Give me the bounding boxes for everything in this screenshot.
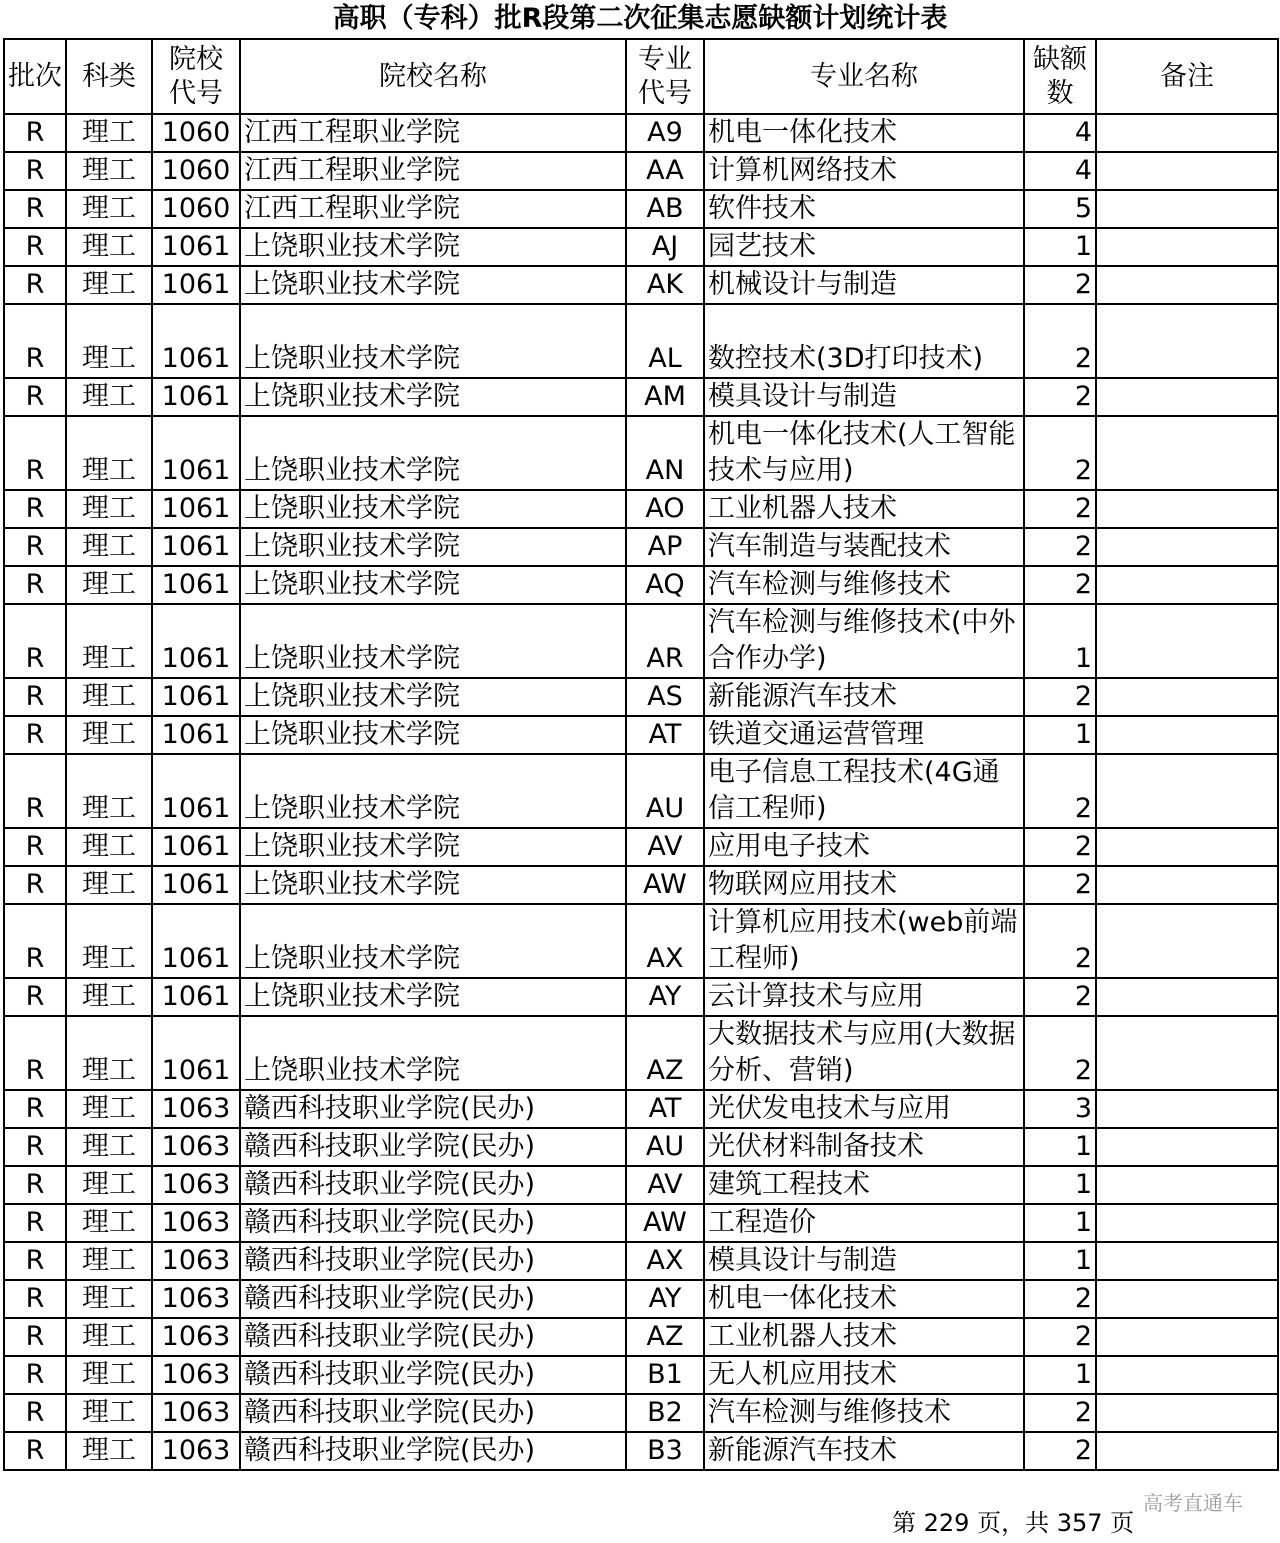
cell-school-name: 上饶职业技术学院 [240,904,626,978]
cell-major-name: 新能源汽车技术 [704,678,1024,716]
cell-school-name: 上饶职业技术学院 [240,378,626,416]
cell-category: 理工 [66,416,152,490]
cell-school-name: 上饶职业技术学院 [240,490,626,528]
cell-batch: R [4,114,66,152]
cell-remarks [1096,716,1278,754]
cell-batch: R [4,378,66,416]
header-major-name: 专业名称 [704,39,1024,114]
cell-category: 理工 [66,304,152,378]
cell-school-name: 上饶职业技术学院 [240,604,626,678]
cell-major-name: 物联网应用技术 [704,866,1024,904]
cell-shortfall: 1 [1024,228,1096,266]
cell-major-code: AO [626,490,704,528]
table-row [4,1204,1278,1242]
cell-remarks [1096,304,1278,378]
cell-major-name: 计算机网络技术 [704,152,1024,190]
cell-remarks [1096,1016,1278,1090]
cell-major-code: AR [626,604,704,678]
cell-remarks [1096,678,1278,716]
cell-shortfall: 1 [1024,604,1096,678]
cell-major-code: AX [626,1242,704,1280]
cell-category: 理工 [66,754,152,828]
table-row [4,190,1278,228]
table-row [4,678,1278,716]
cell-school-code: 1061 [152,678,240,716]
cell-category: 理工 [66,1432,152,1470]
cell-category: 理工 [66,1128,152,1166]
cell-major-code: AP [626,528,704,566]
cell-major-name: 工业机器人技术 [704,1318,1024,1356]
cell-shortfall: 2 [1024,1432,1096,1470]
table-row [4,304,1278,378]
header-remarks: 备注 [1096,39,1278,114]
table-header-row [4,39,1278,114]
cell-major-name: 园艺技术 [704,228,1024,266]
cell-major-code: AZ [626,1016,704,1090]
cell-remarks [1096,152,1278,190]
cell-remarks [1096,1242,1278,1280]
cell-major-name: 汽车检测与维修技术 [704,566,1024,604]
cell-major-code: AL [626,304,704,378]
table-body [4,114,1278,1470]
cell-major-code: AW [626,1204,704,1242]
table-row [4,528,1278,566]
cell-school-code: 1063 [152,1166,240,1204]
cell-batch: R [4,1356,66,1394]
cell-remarks [1096,1356,1278,1394]
cell-shortfall: 1 [1024,716,1096,754]
cell-school-name: 上饶职业技术学院 [240,416,626,490]
cell-remarks [1096,1166,1278,1204]
cell-category: 理工 [66,1242,152,1280]
cell-batch: R [4,904,66,978]
quota-table [3,38,1279,1471]
cell-major-name: 建筑工程技术 [704,1166,1024,1204]
cell-school-code: 1060 [152,114,240,152]
cell-category: 理工 [66,978,152,1016]
table-row [4,1166,1278,1204]
cell-category: 理工 [66,190,152,228]
cell-school-name: 上饶职业技术学院 [240,754,626,828]
cell-school-code: 1061 [152,754,240,828]
cell-remarks [1096,416,1278,490]
cell-batch: R [4,1090,66,1128]
table-row [4,1016,1278,1090]
cell-remarks [1096,266,1278,304]
cell-major-name: 光伏材料制备技术 [704,1128,1024,1166]
cell-category: 理工 [66,528,152,566]
cell-shortfall: 4 [1024,114,1096,152]
cell-school-code: 1063 [152,1318,240,1356]
cell-batch: R [4,828,66,866]
cell-school-code: 1063 [152,1090,240,1128]
cell-school-name: 江西工程职业学院 [240,152,626,190]
cell-batch: R [4,678,66,716]
cell-school-name: 赣西科技职业学院(民办) [240,1394,626,1432]
table-row [4,1318,1278,1356]
cell-major-code: AV [626,828,704,866]
cell-category: 理工 [66,678,152,716]
cell-remarks [1096,904,1278,978]
cell-school-name: 上饶职业技术学院 [240,566,626,604]
cell-batch: R [4,866,66,904]
cell-remarks [1096,754,1278,828]
cell-shortfall: 2 [1024,1318,1096,1356]
cell-batch: R [4,754,66,828]
table-row [4,566,1278,604]
table-row [4,114,1278,152]
cell-batch: R [4,528,66,566]
cell-major-name: 汽车检测与维修技术(中外合作办学) [704,604,1024,678]
cell-major-code: AZ [626,1318,704,1356]
cell-remarks [1096,866,1278,904]
cell-shortfall: 2 [1024,904,1096,978]
cell-batch: R [4,1128,66,1166]
cell-shortfall: 2 [1024,490,1096,528]
cell-remarks [1096,190,1278,228]
cell-major-name: 模具设计与制造 [704,378,1024,416]
cell-school-code: 1063 [152,1394,240,1432]
cell-major-code: AN [626,416,704,490]
header-batch: 批次 [4,39,66,114]
cell-shortfall: 2 [1024,1016,1096,1090]
cell-school-name: 上饶职业技术学院 [240,528,626,566]
cell-category: 理工 [66,1204,152,1242]
cell-category: 理工 [66,716,152,754]
cell-major-name: 机电一体化技术(人工智能技术与应用) [704,416,1024,490]
cell-school-code: 1061 [152,566,240,604]
cell-major-name: 计算机应用技术(web前端工程师) [704,904,1024,978]
cell-major-code: B3 [626,1432,704,1470]
cell-school-code: 1063 [152,1432,240,1470]
cell-batch: R [4,1280,66,1318]
cell-remarks [1096,1204,1278,1242]
cell-category: 理工 [66,490,152,528]
cell-major-code: AT [626,1090,704,1128]
cell-shortfall: 2 [1024,266,1096,304]
cell-remarks [1096,1128,1278,1166]
cell-shortfall: 5 [1024,190,1096,228]
cell-school-name: 赣西科技职业学院(民办) [240,1432,626,1470]
cell-school-name: 赣西科技职业学院(民办) [240,1166,626,1204]
cell-shortfall: 1 [1024,1166,1096,1204]
cell-school-name: 赣西科技职业学院(民办) [240,1090,626,1128]
cell-remarks [1096,978,1278,1016]
table-row [4,828,1278,866]
cell-school-name: 赣西科技职业学院(民办) [240,1242,626,1280]
cell-school-name: 上饶职业技术学院 [240,716,626,754]
table-row [4,266,1278,304]
header-school-name: 院校名称 [240,39,626,114]
cell-batch: R [4,490,66,528]
cell-major-name: 电子信息工程技术(4G通信工程师) [704,754,1024,828]
cell-school-name: 上饶职业技术学院 [240,866,626,904]
cell-major-name: 无人机应用技术 [704,1356,1024,1394]
header-category: 科类 [66,39,152,114]
table-row [4,416,1278,490]
cell-school-name: 江西工程职业学院 [240,114,626,152]
cell-major-code: B1 [626,1356,704,1394]
cell-category: 理工 [66,114,152,152]
cell-major-code: AW [626,866,704,904]
cell-major-code: AX [626,904,704,978]
cell-batch: R [4,416,66,490]
cell-batch: R [4,1394,66,1432]
cell-batch: R [4,228,66,266]
table-row [4,1432,1278,1470]
cell-shortfall: 2 [1024,828,1096,866]
cell-school-code: 1061 [152,528,240,566]
table-row [4,978,1278,1016]
table-row [4,1128,1278,1166]
cell-school-code: 1061 [152,604,240,678]
cell-category: 理工 [66,378,152,416]
cell-major-code: A9 [626,114,704,152]
cell-batch: R [4,304,66,378]
cell-major-name: 铁道交通运营管理 [704,716,1024,754]
cell-major-name: 汽车制造与装配技术 [704,528,1024,566]
cell-major-name: 机电一体化技术 [704,1280,1024,1318]
cell-category: 理工 [66,152,152,190]
cell-batch: R [4,1242,66,1280]
cell-school-code: 1061 [152,304,240,378]
cell-major-code: AK [626,266,704,304]
cell-major-name: 新能源汽车技术 [704,1432,1024,1470]
cell-category: 理工 [66,1394,152,1432]
cell-category: 理工 [66,1356,152,1394]
cell-school-name: 赣西科技职业学院(民办) [240,1128,626,1166]
cell-category: 理工 [66,228,152,266]
table-row [4,604,1278,678]
cell-shortfall: 2 [1024,754,1096,828]
cell-major-code: AQ [626,566,704,604]
cell-major-code: AV [626,1166,704,1204]
cell-major-code: B2 [626,1394,704,1432]
cell-remarks [1096,378,1278,416]
cell-batch: R [4,978,66,1016]
cell-category: 理工 [66,1166,152,1204]
cell-remarks [1096,1280,1278,1318]
cell-shortfall: 2 [1024,416,1096,490]
cell-remarks [1096,1090,1278,1128]
cell-category: 理工 [66,1318,152,1356]
table-row [4,716,1278,754]
cell-remarks [1096,528,1278,566]
cell-shortfall: 1 [1024,1204,1096,1242]
cell-major-code: AA [626,152,704,190]
cell-category: 理工 [66,828,152,866]
cell-major-name: 机械设计与制造 [704,266,1024,304]
cell-category: 理工 [66,604,152,678]
cell-remarks [1096,566,1278,604]
cell-batch: R [4,190,66,228]
cell-batch: R [4,1432,66,1470]
cell-major-code: AY [626,1280,704,1318]
cell-school-name: 赣西科技职业学院(民办) [240,1204,626,1242]
cell-shortfall: 4 [1024,152,1096,190]
cell-major-code: AB [626,190,704,228]
header-shortfall: 缺额数 [1024,39,1096,114]
cell-major-name: 工程造价 [704,1204,1024,1242]
cell-school-code: 1060 [152,190,240,228]
cell-batch: R [4,1318,66,1356]
cell-category: 理工 [66,904,152,978]
cell-shortfall: 2 [1024,304,1096,378]
cell-school-name: 江西工程职业学院 [240,190,626,228]
cell-school-code: 1061 [152,828,240,866]
table-row [4,754,1278,828]
cell-remarks [1096,490,1278,528]
cell-school-code: 1061 [152,266,240,304]
table-row [4,152,1278,190]
table-row [4,490,1278,528]
cell-category: 理工 [66,866,152,904]
cell-school-code: 1061 [152,378,240,416]
cell-shortfall: 3 [1024,1090,1096,1128]
header-major-code: 专业代号 [626,39,704,114]
cell-major-name: 光伏发电技术与应用 [704,1090,1024,1128]
cell-major-name: 工业机器人技术 [704,490,1024,528]
cell-school-code: 1061 [152,978,240,1016]
cell-shortfall: 2 [1024,378,1096,416]
cell-category: 理工 [66,566,152,604]
cell-batch: R [4,152,66,190]
cell-remarks [1096,604,1278,678]
cell-school-code: 1061 [152,866,240,904]
cell-major-code: AU [626,1128,704,1166]
cell-category: 理工 [66,1090,152,1128]
cell-remarks [1096,1432,1278,1470]
cell-remarks [1096,1394,1278,1432]
cell-major-name: 软件技术 [704,190,1024,228]
cell-school-name: 上饶职业技术学院 [240,304,626,378]
cell-major-name: 模具设计与制造 [704,1242,1024,1280]
cell-batch: R [4,1204,66,1242]
cell-batch: R [4,566,66,604]
cell-category: 理工 [66,266,152,304]
cell-category: 理工 [66,1016,152,1090]
cell-shortfall: 2 [1024,1280,1096,1318]
cell-school-code: 1061 [152,228,240,266]
cell-school-code: 1063 [152,1356,240,1394]
header-school-code: 院校代号 [152,39,240,114]
cell-school-name: 赣西科技职业学院(民办) [240,1280,626,1318]
cell-shortfall: 2 [1024,566,1096,604]
page-footer: 第 229 页，共 357 页 [892,1509,1135,1537]
cell-school-code: 1060 [152,152,240,190]
cell-batch: R [4,604,66,678]
cell-school-code: 1061 [152,490,240,528]
cell-major-code: AY [626,978,704,1016]
cell-shortfall: 1 [1024,1356,1096,1394]
cell-shortfall: 2 [1024,978,1096,1016]
cell-batch: R [4,716,66,754]
cell-school-name: 上饶职业技术学院 [240,266,626,304]
cell-school-name: 上饶职业技术学院 [240,828,626,866]
cell-shortfall: 2 [1024,678,1096,716]
cell-batch: R [4,1016,66,1090]
cell-shortfall: 1 [1024,1242,1096,1280]
table-row [4,1242,1278,1280]
cell-school-code: 1063 [152,1204,240,1242]
cell-school-code: 1061 [152,416,240,490]
cell-major-name: 云计算技术与应用 [704,978,1024,1016]
cell-batch: R [4,266,66,304]
cell-shortfall: 2 [1024,528,1096,566]
cell-school-code: 1063 [152,1280,240,1318]
cell-shortfall: 2 [1024,866,1096,904]
cell-major-code: AT [626,716,704,754]
cell-school-code: 1061 [152,1016,240,1090]
cell-major-code: AS [626,678,704,716]
cell-school-code: 1063 [152,1128,240,1166]
page-title: 高职（专科）批R段第二次征集志愿缺额计划统计表 [332,3,948,34]
cell-major-name: 汽车检测与维修技术 [704,1394,1024,1432]
cell-shortfall: 1 [1024,1128,1096,1166]
cell-school-name: 上饶职业技术学院 [240,1016,626,1090]
cell-major-code: AU [626,754,704,828]
cell-school-name: 赣西科技职业学院(民办) [240,1318,626,1356]
table-row [4,1090,1278,1128]
table-row [4,866,1278,904]
cell-shortfall: 2 [1024,1394,1096,1432]
cell-remarks [1096,1318,1278,1356]
table-row [4,1280,1278,1318]
cell-major-name: 机电一体化技术 [704,114,1024,152]
table-row [4,1356,1278,1394]
cell-school-code: 1061 [152,904,240,978]
table-row [4,904,1278,978]
table-row [4,378,1278,416]
cell-major-code: AJ [626,228,704,266]
cell-school-name: 赣西科技职业学院(民办) [240,1356,626,1394]
cell-remarks [1096,828,1278,866]
table-row [4,1394,1278,1432]
cell-major-name: 大数据技术与应用(大数据分析、营销) [704,1016,1024,1090]
cell-school-code: 1061 [152,716,240,754]
cell-school-name: 上饶职业技术学院 [240,678,626,716]
cell-remarks [1096,228,1278,266]
cell-batch: R [4,1166,66,1204]
cell-major-code: AM [626,378,704,416]
cell-remarks [1096,114,1278,152]
cell-school-name: 上饶职业技术学院 [240,228,626,266]
cell-major-name: 数控技术(3D打印技术) [704,304,1024,378]
cell-category: 理工 [66,1280,152,1318]
table-row [4,228,1278,266]
cell-major-name: 应用电子技术 [704,828,1024,866]
watermark: 高考直通车 [1143,1491,1243,1515]
cell-school-name: 上饶职业技术学院 [240,978,626,1016]
cell-school-code: 1063 [152,1242,240,1280]
